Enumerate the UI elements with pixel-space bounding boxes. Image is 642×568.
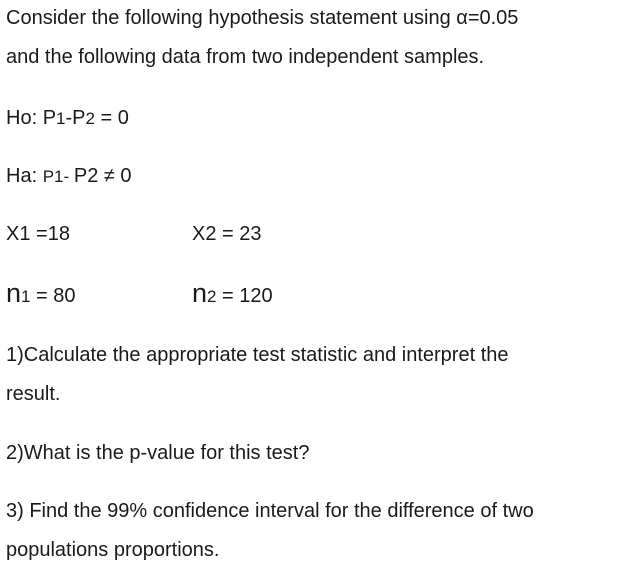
alt-hypothesis-rest: ≠ 0: [98, 165, 132, 187]
question-3-line-2: populations proportions.: [6, 539, 220, 561]
null-hypothesis-p1-sub: 1: [56, 109, 66, 128]
n2-sub: 2: [207, 287, 217, 306]
alt-hypothesis-p1: P1-: [42, 167, 74, 186]
n2-rest: = 120: [216, 285, 273, 307]
n1-letter: n: [6, 278, 22, 308]
null-hypothesis-rest: = 0: [94, 107, 129, 129]
n2-value: [192, 278, 273, 312]
alt-hypothesis-p2: P2: [73, 165, 99, 187]
null-hypothesis-p2-sub: 2: [85, 109, 95, 128]
x2-value: X2 = 23: [192, 223, 262, 245]
alternative-hypothesis: [6, 164, 132, 189]
intro-line-2: and the following data from two independent samples.: [6, 46, 485, 68]
null-hypothesis: [6, 106, 129, 131]
x-values-row: [6, 222, 636, 252]
intro-line-1: Consider the following hypothesis statement using α=0.05: [6, 7, 519, 29]
null-hypothesis-p1: P: [42, 107, 57, 129]
null-hypothesis-label: Ho:: [6, 107, 43, 129]
n2-letter: n: [192, 278, 208, 308]
n1-sub: 1: [21, 287, 31, 306]
question-2: 2)What is the p-value for this test?: [6, 442, 310, 464]
question-1-line-2: result.: [6, 383, 61, 405]
question-1-line-1: 1)Calculate the appropriate test statistic and interpret the: [6, 344, 509, 366]
null-hypothesis-dash: -P: [65, 107, 86, 129]
question-3-line-1: 3) Find the 99% confidence interval for the difference of two: [6, 500, 534, 522]
alt-hypothesis-label: Ha:: [6, 165, 43, 187]
x1-value: X1 =18: [6, 223, 70, 245]
n1-value: [6, 278, 76, 312]
n1-rest: = 80: [30, 285, 76, 307]
n-values-row: [6, 278, 636, 308]
